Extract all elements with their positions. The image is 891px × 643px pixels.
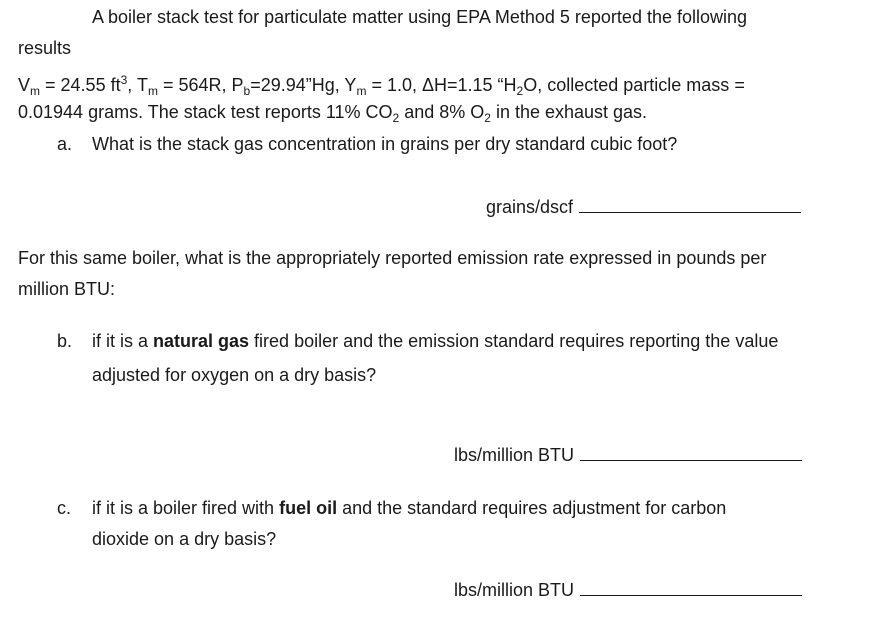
answer-b-blank[interactable] (580, 444, 802, 461)
followup-line-2: million BTU: (18, 279, 116, 299)
answer-b-line (454, 444, 802, 466)
question-a-label: a. (57, 134, 73, 154)
question-b-text-2: adjusted for oxygen on a dry basis? (92, 365, 377, 385)
answer-a-blank[interactable] (579, 196, 801, 213)
answer-a-line (486, 196, 801, 218)
question-a-text: What is the stack gas concentration in grains per dry standard cubic foot? (92, 134, 678, 154)
answer-c-line (454, 579, 802, 601)
answer-c-unit: lbs/million BTU (454, 580, 575, 600)
answer-c-blank[interactable] (580, 579, 802, 596)
question-b-label: b. (57, 331, 73, 351)
question-c-label: c. (57, 498, 72, 518)
answer-a-unit: grains/dscf (486, 197, 574, 217)
question-c-text-2: dioxide on a dry basis? (92, 529, 277, 549)
exhaust-composition-line: 0.01944 grams. The stack test reports 11% $CO_2$ and 8% $O_2$ in the exhaust gas. (18, 102, 648, 125)
answer-b-unit: lbs/million BTU (454, 445, 575, 465)
intro-line-2: results (18, 38, 72, 58)
given-values-line: $V_m = 24.55$ $ft^3$, $T_m = 564R$, $P_b=29.94”Hg$, $Y_m = 1.0$, ΔH=1.15 “$H_2O$, collected particle mass = (18, 73, 745, 98)
fuel-type-natural-gas: natural gas (153, 331, 250, 351)
question-c-text: if it is a boiler fired with fuel oil and the standard requires adjustment for carbon (92, 498, 727, 518)
fuel-type-fuel-oil: fuel oil (279, 498, 338, 518)
question-b-text: if it is a natural gas fired boiler and the emission standard requires reporting the value (92, 331, 779, 351)
intro-line-1: A boiler stack test for particulate matter using EPA Method 5 reported the following (92, 7, 748, 27)
followup-line-1: For this same boiler, what is the appropriately reported emission rate expressed in pounds per (18, 248, 767, 268)
